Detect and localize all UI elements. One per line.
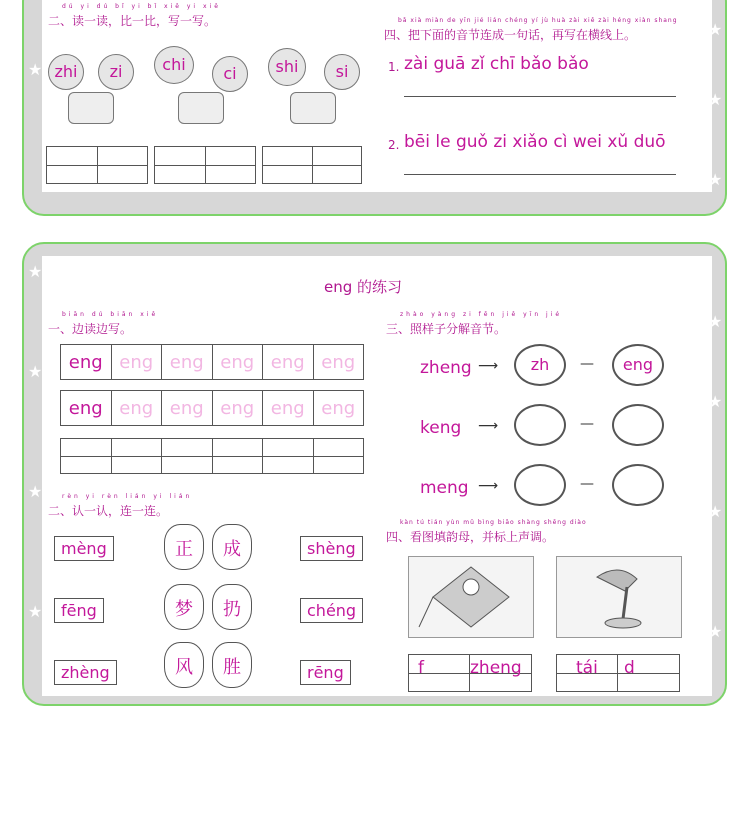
character-rabbit[interactable]: 梦 <box>164 584 204 630</box>
snail-shell-slot[interactable]: zh <box>514 344 566 386</box>
arrow-right-icon: ⟶ <box>478 418 499 434</box>
star-icon: ★ <box>708 502 723 521</box>
writing-grid <box>46 146 148 184</box>
star-icon: ★ <box>28 362 43 381</box>
section-title-make-sentence: bǎ xià miàn de yīn jié lián chéng yí jù huà zài xiě zài héng xiàn shang 四、把下面的音节连成一句话，再写在横线上。 <box>384 17 678 42</box>
worksheet-card-top <box>22 0 727 216</box>
snail-shell-slot[interactable] <box>612 464 664 506</box>
section-title-match: rèn yi rèn lián yi lián 二、认一认，连一连。 <box>48 493 193 518</box>
eng-trace-cell[interactable]: eng <box>313 391 364 426</box>
dash-separator: — <box>580 356 594 372</box>
eng-grid-table[interactable] <box>60 344 364 380</box>
decompose-word: zheng <box>420 358 472 378</box>
item-number: 1. <box>388 60 400 74</box>
eng-writing-grid-row <box>60 390 364 426</box>
writing-grid <box>154 146 256 184</box>
character-rabbit[interactable]: 扔 <box>212 584 252 630</box>
character-rabbit[interactable]: 胜 <box>212 642 252 688</box>
item-number: 2. <box>388 138 400 152</box>
star-icon: ★ <box>708 312 723 331</box>
decompose-word: keng <box>420 418 462 438</box>
answer-line[interactable] <box>404 96 676 97</box>
basket-picture <box>178 92 224 124</box>
lamp-icon <box>557 557 681 637</box>
pinyin-card[interactable]: zhèng <box>54 660 117 685</box>
character-rabbit[interactable]: 风 <box>164 642 204 688</box>
section-title-read-write: biān dú biān xiě 一、边读边写。 <box>48 311 159 336</box>
star-icon: ★ <box>708 90 723 109</box>
snail-shell-slot[interactable] <box>514 404 566 446</box>
balloon-zhi: zhi <box>48 54 84 90</box>
pinyin-card[interactable]: fēng <box>54 598 104 623</box>
answer-line[interactable] <box>404 174 676 175</box>
eng-trace-cell[interactable]: eng <box>212 345 263 380</box>
lamp-syllable-2: d <box>624 658 635 678</box>
eng-writing-grid-row <box>60 344 364 380</box>
writing-grid <box>262 146 362 184</box>
eng-trace-cell[interactable]: eng <box>162 391 213 426</box>
lamp-picture <box>556 556 682 638</box>
lamp-syllable-1: tái <box>576 658 598 678</box>
sentence-syllables-1: zài guā zǐ chī bǎo bǎo <box>404 54 589 74</box>
eng-trace-cell[interactable]: eng <box>111 391 162 426</box>
snail-shell-slot[interactable]: eng <box>612 344 664 386</box>
empty-writing-grid[interactable] <box>60 438 364 474</box>
eng-trace-cell[interactable]: eng <box>263 345 314 380</box>
star-icon: ★ <box>708 392 723 411</box>
fill-grid-lamp[interactable] <box>556 654 680 692</box>
page-title: eng 的练习 <box>324 278 403 296</box>
basket-picture <box>68 92 114 124</box>
kite-picture <box>408 556 534 638</box>
character-rabbit[interactable]: 正 <box>164 524 204 570</box>
kite-syllable-1: f <box>418 658 424 678</box>
star-icon: ★ <box>28 262 43 281</box>
section-title-decompose: zhào yàng zi fēn jiě yīn jié 三、照样子分解音节。 <box>386 311 563 336</box>
eng-grid-table[interactable] <box>60 390 364 426</box>
decompose-word: meng <box>420 478 469 498</box>
eng-trace-cell[interactable]: eng <box>111 345 162 380</box>
pinyin-card[interactable]: rēng <box>300 660 351 685</box>
arrow-right-icon: ⟶ <box>478 358 499 374</box>
eng-trace-cell[interactable]: eng <box>212 391 263 426</box>
dash-separator: — <box>580 476 594 492</box>
snail-shell-slot[interactable] <box>612 404 664 446</box>
star-icon: ★ <box>708 622 723 641</box>
kite-icon <box>409 557 533 637</box>
eng-trace-cell[interactable]: eng <box>313 345 364 380</box>
eng-sample-cell[interactable]: eng <box>61 391 112 426</box>
character-rabbit[interactable]: 成 <box>212 524 252 570</box>
sentence-syllables-2: bēi le guǒ zi xiǎo cì wei xǔ duō <box>404 132 666 152</box>
section-title-read-compare: dú yi dú bǐ yi bǐ xiě yi xiě 二、读一读，比一比，写一写。 <box>48 3 221 28</box>
star-icon: ★ <box>708 20 723 39</box>
balloon-si: si <box>324 54 360 90</box>
eng-trace-cell[interactable]: eng <box>162 345 213 380</box>
eng-trace-cell[interactable]: eng <box>263 391 314 426</box>
basket-picture <box>290 92 336 124</box>
eng-sample-cell[interactable]: eng <box>61 345 112 380</box>
balloon-zi: zi <box>98 54 134 90</box>
balloon-ci: ci <box>212 56 248 92</box>
section-title-fill-finals: kàn tú tián yùn mǔ bìng biāo shàng shēng diào 四、看图填韵母，并标上声调。 <box>386 519 587 544</box>
star-icon: ★ <box>28 482 43 501</box>
balloon-chi: chi <box>154 46 194 84</box>
star-icon: ★ <box>708 170 723 189</box>
worksheet-card-eng <box>22 242 727 706</box>
pinyin-card[interactable]: shèng <box>300 536 363 561</box>
pinyin-card[interactable]: mèng <box>54 536 114 561</box>
snail-shell-slot[interactable] <box>514 464 566 506</box>
arrow-right-icon: ⟶ <box>478 478 499 494</box>
star-icon: ★ <box>28 60 43 79</box>
balloon-shi: shi <box>268 48 306 86</box>
star-icon: ★ <box>28 602 43 621</box>
kite-syllable-2: zheng <box>470 658 522 678</box>
dash-separator: — <box>580 416 594 432</box>
pinyin-card[interactable]: chéng <box>300 598 363 623</box>
